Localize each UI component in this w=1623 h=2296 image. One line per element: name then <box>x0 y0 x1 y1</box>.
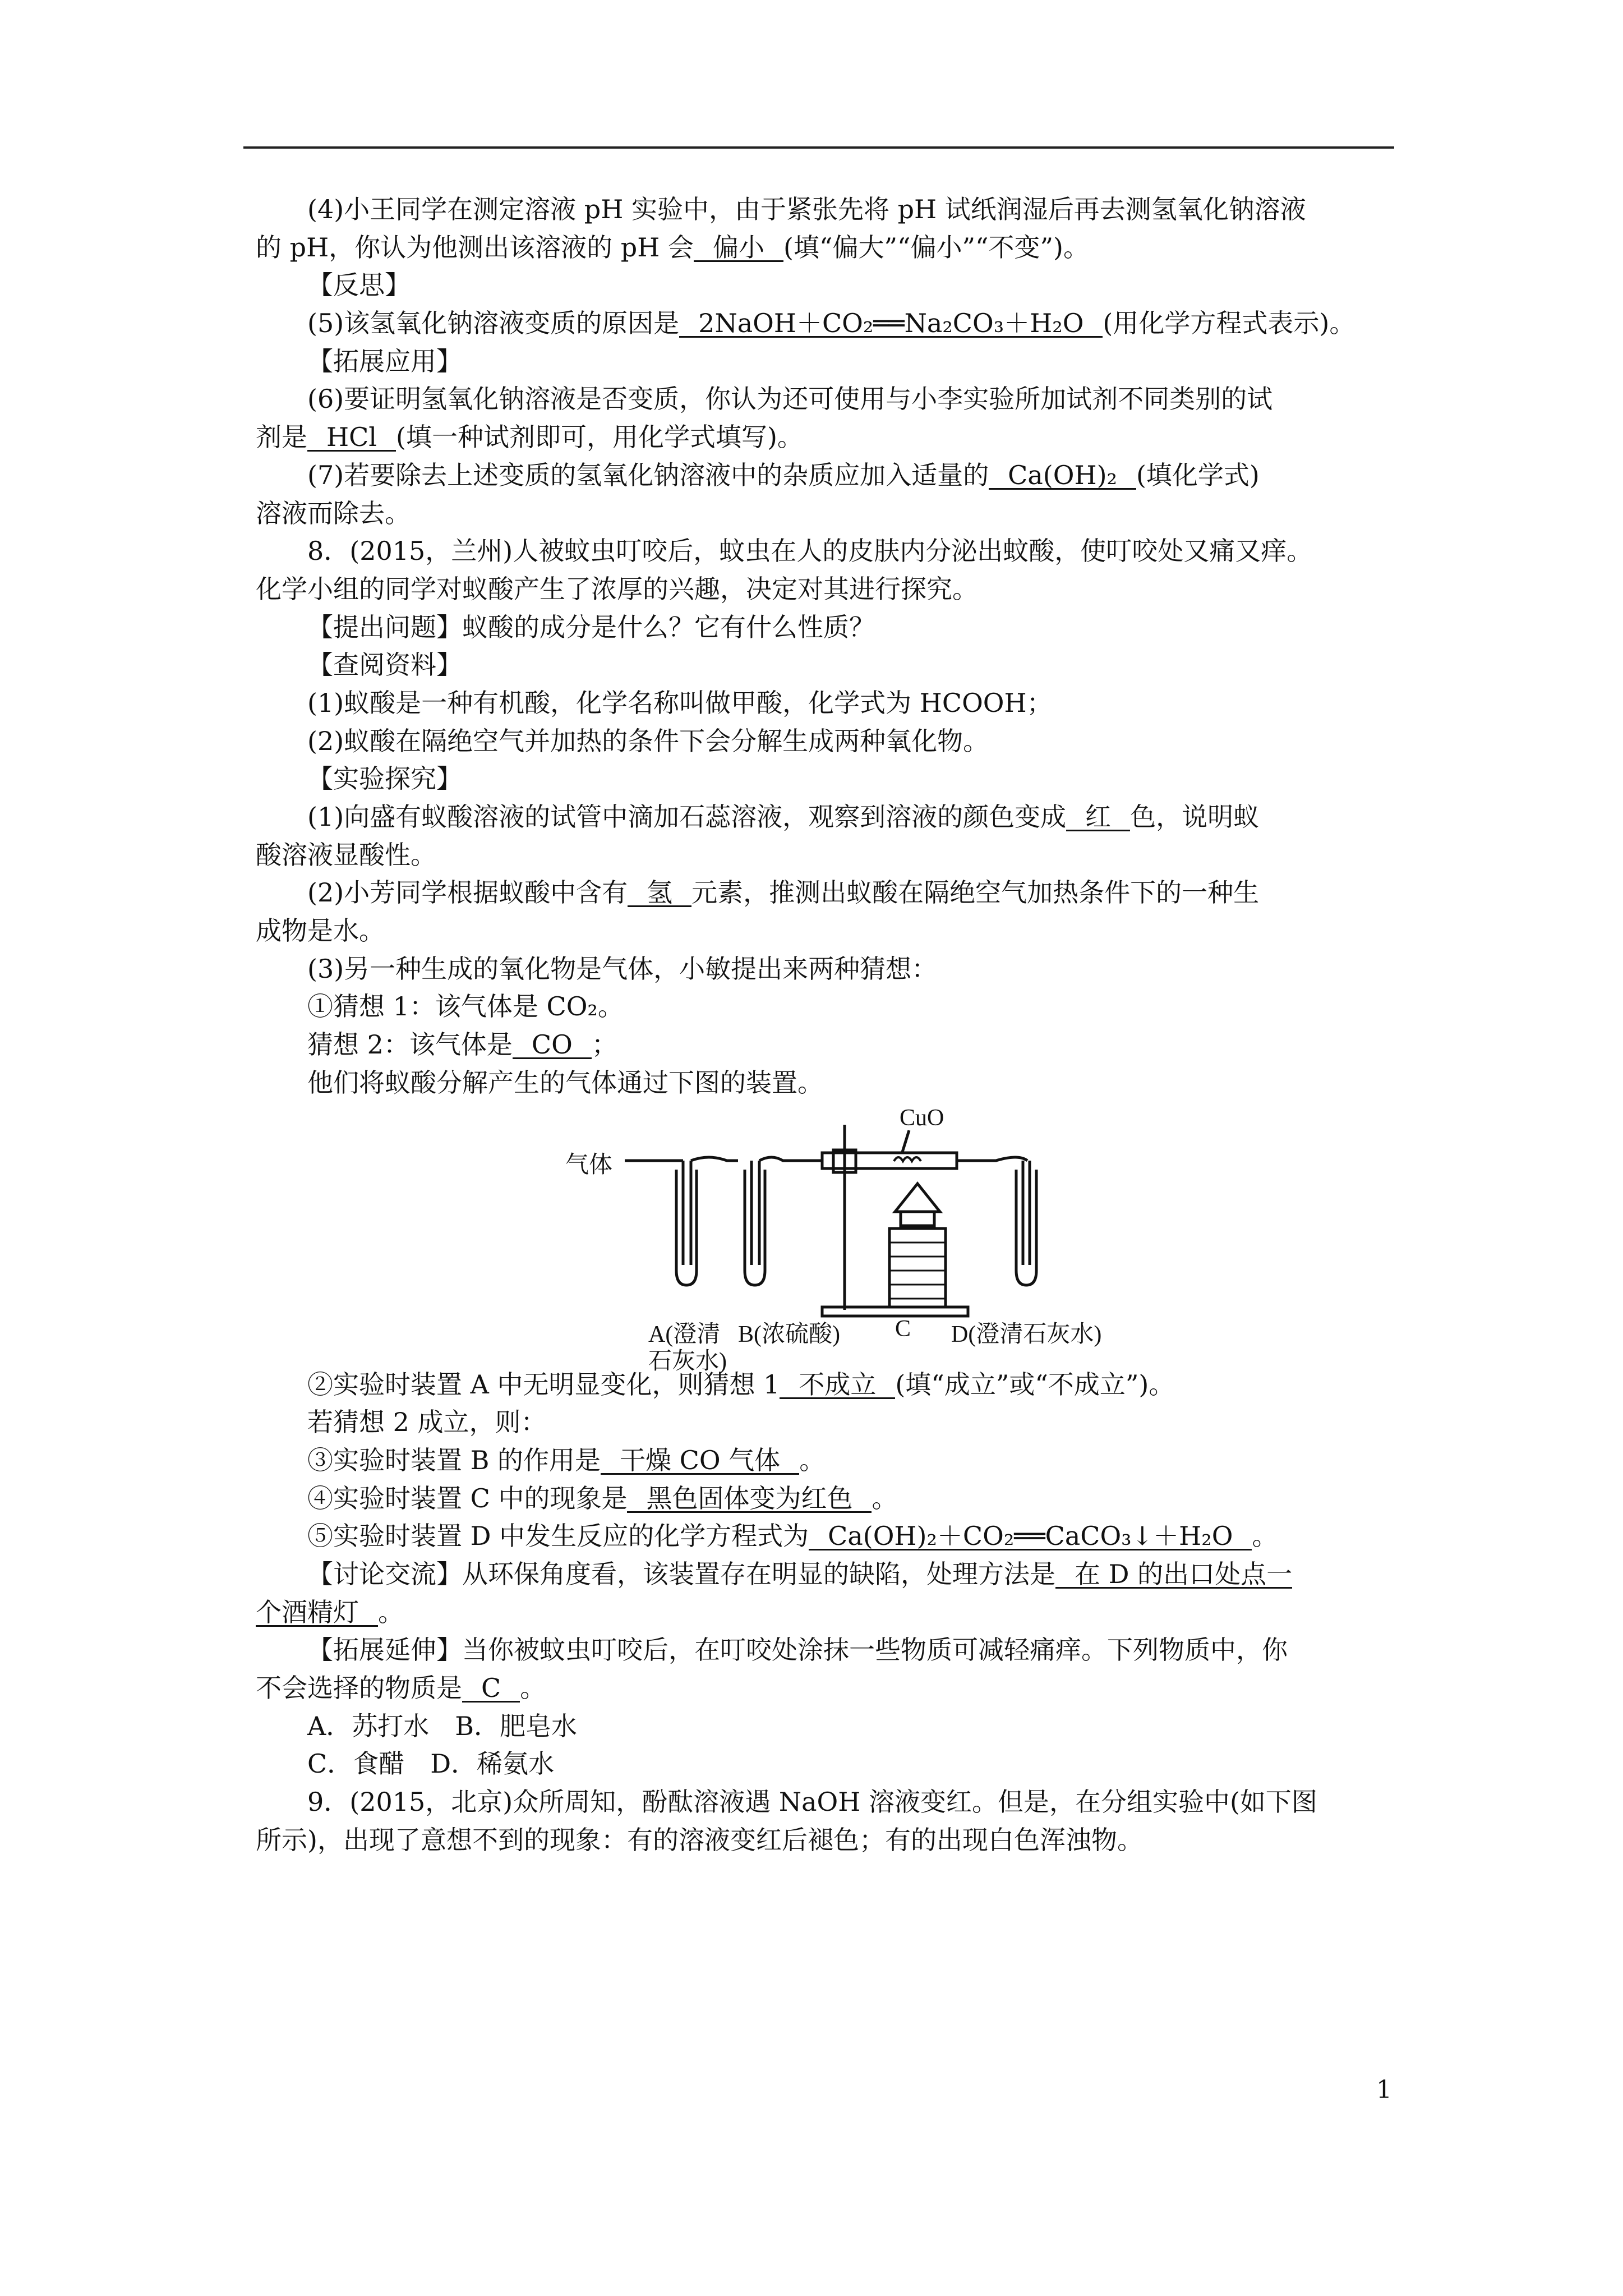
test-tube-b <box>745 1170 765 1285</box>
q8-extend-line2: 不会选择的物质是 C 。 <box>256 1673 546 1703</box>
q7-p7-line1: (7)若要除去上述变质的氢氧化钠溶液中的杂质应加入适量的 Ca(OH)₂ (填化学式) <box>307 459 1260 490</box>
q8-options-ab: A．苏打水 B．肥皂水 <box>307 1710 578 1741</box>
answer-blank: HCl <box>307 424 396 452</box>
section-expand: 【拓展应用】 <box>307 346 462 376</box>
answer-blank: 不成立 <box>780 1372 895 1399</box>
label-cuo: CuO <box>900 1105 944 1131</box>
answer-blank: 红 <box>1066 804 1130 831</box>
q8-c3: ③实验时装置 B 的作用是 干燥 CO 气体 。 <box>307 1444 826 1475</box>
q8-ref2: (2)蚁酸在隔绝空气并加热的条件下会分解生成两种氧化物。 <box>307 725 989 756</box>
answer-blank: CO <box>513 1032 592 1059</box>
section-explore: 【实验探究】 <box>307 763 462 794</box>
q9-line2: 所示)，出现了意想不到的现象：有的溶液变红后褪色；有的出现白色浑浊物。 <box>256 1824 1143 1855</box>
answer-blank: Ca(OH)₂＋CO₂══CaCO₃↓＋H₂O <box>809 1523 1252 1550</box>
section-lookup: 【查阅资料】 <box>307 650 462 680</box>
label-a1: A(澄清 <box>648 1321 721 1347</box>
q7-p5-line: (5)该氢氧化钠溶液变质的原因是 2NaOH＋CO₂══Na₂CO₃＋H₂O (用化学方程式表示)。 <box>307 308 1355 339</box>
q7-p7-line2: 溶液而除去。 <box>256 498 411 528</box>
q8-e2-line2: 成物是水。 <box>256 915 385 946</box>
q8-e1-line2: 酸溶液显酸性。 <box>256 839 436 870</box>
combustion-tube-c <box>822 1153 957 1168</box>
q8-e3: (3)另一种生成的氧化物是气体，小敏提出来两种猜想： <box>307 953 938 984</box>
alcohol-burner <box>895 1184 940 1212</box>
q8-device: 他们将蚁酸分解产生的气体通过下图的装置。 <box>307 1067 823 1098</box>
answer-blank: 2NaOH＋CO₂══Na₂CO₃＋H₂O <box>679 310 1103 338</box>
label-a2: 石灰水) <box>648 1348 727 1374</box>
q8-discuss-line2: 个酒精灯 。 <box>256 1596 404 1627</box>
page-content <box>256 191 1394 1859</box>
q8-c4: ④实验时装置 C 中的现象是 黑色固体变为红色 。 <box>307 1483 898 1513</box>
section-reflect: 【反思】 <box>307 270 411 301</box>
q8-guess2: 猜想 2：该气体是 CO ； <box>307 1029 617 1060</box>
burner-block <box>889 1228 946 1307</box>
test-tube-a <box>676 1170 697 1285</box>
label-b: B(浓硫酸) <box>738 1321 840 1347</box>
q9-line1: 9．(2015，北京)众所周知，酚酞溶液遇 NaOH 溶液变红。但是，在分组实验中(如下图 <box>307 1787 1317 1818</box>
q8-intro-line2: 化学小组的同学对蚁酸产生了浓厚的兴趣，决定对其进行探究。 <box>256 573 978 604</box>
q8-c2: ②实验时装置 A 中无明显变化，则猜想 1 不成立 (填“成立”或“不成立”)。 <box>307 1369 1175 1400</box>
answer-blank: 氢 <box>628 880 691 907</box>
q8-e2-line1: (2)小芳同学根据蚁酸中含有 氢 元素，推测出蚁酸在隔绝空气加热条件下的一种生 <box>307 877 1260 908</box>
answer-blank: C <box>462 1675 520 1703</box>
q8-extend-line1: 【拓展延伸】当你被蚊虫叮咬后，在叮咬处涂抹一些物质可减轻痛痒。下列物质中，你 <box>307 1635 1288 1665</box>
q8-if2: 若猜想 2 成立，则： <box>307 1407 547 1438</box>
label-c: C <box>895 1315 911 1342</box>
label-d: D(澄清石灰水) <box>951 1321 1102 1347</box>
q7-p6-line1: (6)要证明氢氧化钠溶液是否变质，你认为还可使用与小李实验所加试剂不同类别的试 <box>307 384 1273 415</box>
test-tube-d <box>1016 1170 1036 1285</box>
label-gas: 气体 <box>565 1152 613 1178</box>
q8-c5: ⑤实验时装置 D 中发生反应的化学方程式为 Ca(OH)₂＋CO₂══CaCO₃↓＋H₂O 。 <box>307 1521 1278 1552</box>
q8-guess1: ①猜想 1：该气体是 CO₂。 <box>307 991 624 1022</box>
q8-intro-line1: 8．(2015，兰州)人被蚊虫叮咬后，蚊虫在人的皮肤内分泌出蚊酸，使叮咬处又痛又痒。 <box>307 536 1313 567</box>
header-rule <box>243 146 1394 149</box>
q8-options-cd: C．食醋 D．稀氨水 <box>307 1749 555 1779</box>
q8-question: 【提出问题】蚁酸的成分是什么？它有什么性质？ <box>307 611 875 642</box>
q8-e1-line1: (1)向盛有蚁酸溶液的试管中滴加石蕊溶液，观察到溶液的颜色变成 红 色，说明蚁 <box>307 802 1260 832</box>
answer-blank: 个酒精灯 <box>256 1599 378 1627</box>
q7-p4-line2: 的 pH，你认为他测出该溶液的 pH 会 偏小 (填“偏大”“偏小”“不变”)。 <box>256 232 1089 263</box>
answer-blank: 干燥 CO 气体 <box>601 1447 799 1475</box>
page-number: 1 <box>1376 2076 1392 2104</box>
answer-blank: 在 D 的出口处点一 <box>1055 1561 1292 1589</box>
answer-blank: Ca(OH)₂ <box>989 462 1136 490</box>
apparatus-figure <box>256 1102 1394 1374</box>
answer-blank: 黑色固体变为红色 <box>627 1485 872 1513</box>
q8-discuss-line1: 【讨论交流】从环保角度看，该装置存在明显的缺陷，处理方法是 在 D 的出口处点一 <box>307 1558 1293 1589</box>
q8-ref1: (1)蚁酸是一种有机酸，化学名称叫做甲酸，化学式为 HCOOH； <box>307 687 1053 718</box>
q7-p4-line1: (4)小王同学在测定溶液 pH 实验中，由于紧张先将 pH 试纸润湿后再去测氢氧化钠溶液 <box>307 194 1306 224</box>
answer-blank: 偏小 <box>694 234 783 262</box>
q7-p6-line2: 剂是 HCl (填一种试剂即可，用化学式填写)。 <box>256 422 803 453</box>
